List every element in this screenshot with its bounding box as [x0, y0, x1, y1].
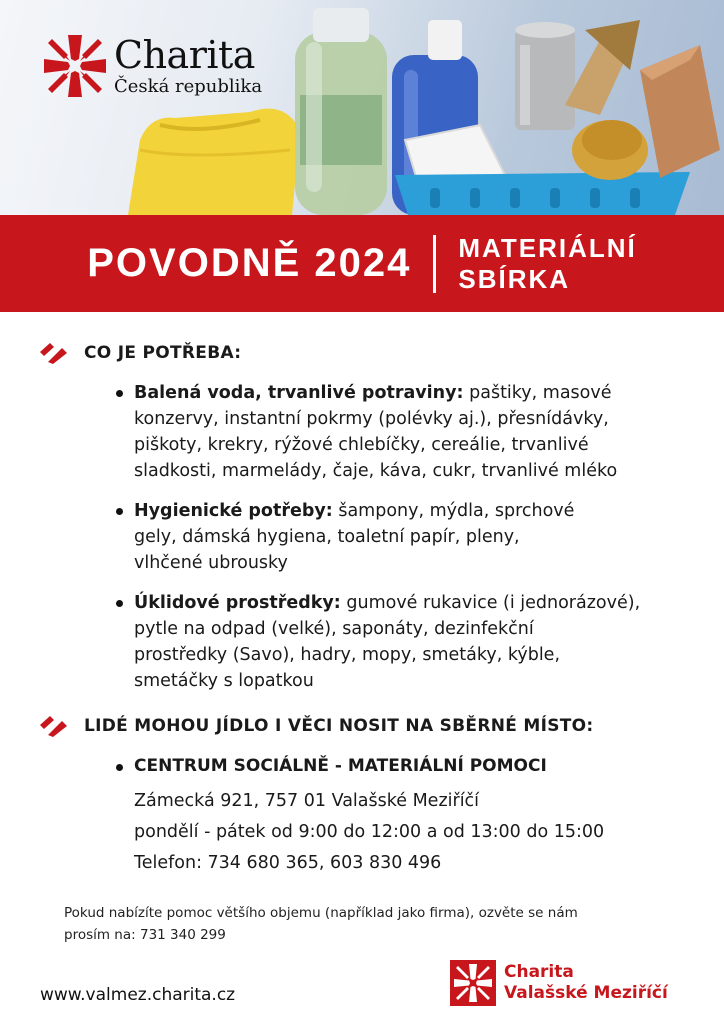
red-brush-mark-icon — [38, 342, 70, 364]
note-line: prosím na: 731 340 299 — [64, 927, 226, 943]
needs-heading — [38, 342, 241, 364]
banner-subtitle-line2: SBÍRKA — [458, 263, 571, 294]
needs-item-text: paštiky, masové — [469, 383, 612, 403]
note-line: Pokud nabízíte pomoc většího objemu (například jako firma), ozvěte se nám — [64, 905, 578, 921]
needs-item-food — [108, 380, 698, 484]
needs-item-text: prostředky (Savo), hadry, mopy, smetáky, kýble, — [134, 645, 561, 665]
red-brush-mark-icon — [38, 715, 70, 737]
needs-item-text: gumové rukavice (i jednorázové), — [346, 593, 641, 613]
center-hours: pondělí - pátek od 9:00 do 12:00 a od 13:00 do 15:00 — [134, 822, 605, 842]
center-address: Zámecká 921, 757 01 Valašské Meziříčí — [134, 791, 480, 811]
needs-item-cleaning — [108, 590, 698, 694]
needs-title: CO JE POTŘEBA: — [84, 343, 242, 363]
needs-item-label: Úklidové prostředky: — [134, 593, 341, 613]
needs-item-text: šampony, mýdla, sprchové — [338, 501, 575, 521]
banner-subtitle-line1: MATERIÁLNÍ — [458, 232, 637, 263]
charita-cross-icon — [42, 33, 108, 99]
needs-item-text: sladkosti, marmelády, čaje, káva, cukr, trvanlivé mléko — [134, 461, 618, 481]
dropoff-title: LIDÉ MOHOU JÍDLO I VĚCI NOSIT NA SBĚRNÉ MÍSTO: — [84, 716, 594, 736]
title-banner — [0, 215, 724, 312]
needs-item-text: smetáčky s lopatkou — [134, 671, 314, 691]
center-name: CENTRUM SOCIÁLNĚ - MATERIÁLNÍ POMOCI — [108, 756, 547, 776]
banner-title: POVODNĚ 2024 — [87, 241, 412, 285]
needs-list — [108, 380, 698, 708]
needs-item-text: piškoty, krekry, rýžové chlebíčky, cereálie, trvanlivé — [134, 435, 589, 455]
needs-item-text: vlhčené ubrousky — [134, 553, 288, 573]
bulk-help-note — [64, 902, 694, 946]
hero-photo — [0, 0, 724, 215]
needs-item-text: konzervy, instantní pokrmy (polévky aj.), přesnídávky, — [134, 409, 609, 429]
logo-title: Charita — [114, 33, 255, 77]
banner-divider — [433, 235, 436, 293]
needs-item-text: pytle na odpad (velké), saponáty, dezinfekční — [134, 619, 534, 639]
center-phone: Telefon: 734 680 365, 603 830 496 — [134, 853, 442, 873]
charita-logo — [42, 33, 262, 99]
needs-item-label: Hygienické potřeby: — [134, 501, 333, 521]
website-link[interactable]: www.valmez.charita.cz — [40, 985, 236, 1005]
needs-item-label: Balená voda, trvanlivé potraviny: — [134, 383, 464, 403]
footer-logo — [450, 960, 668, 1006]
charita-cross-icon — [450, 960, 496, 1006]
dropoff-heading — [38, 715, 594, 737]
needs-item-hygiene — [108, 498, 698, 576]
needs-item-text: gely, dámská hygiena, toaletní papír, pleny, — [134, 527, 520, 547]
banner-subtitle — [458, 233, 636, 295]
logo-subtitle: Česká republika — [114, 76, 263, 97]
footer-org-line1: Charita — [504, 962, 574, 982]
footer-org-line2: Valašské Meziříčí — [504, 983, 668, 1003]
